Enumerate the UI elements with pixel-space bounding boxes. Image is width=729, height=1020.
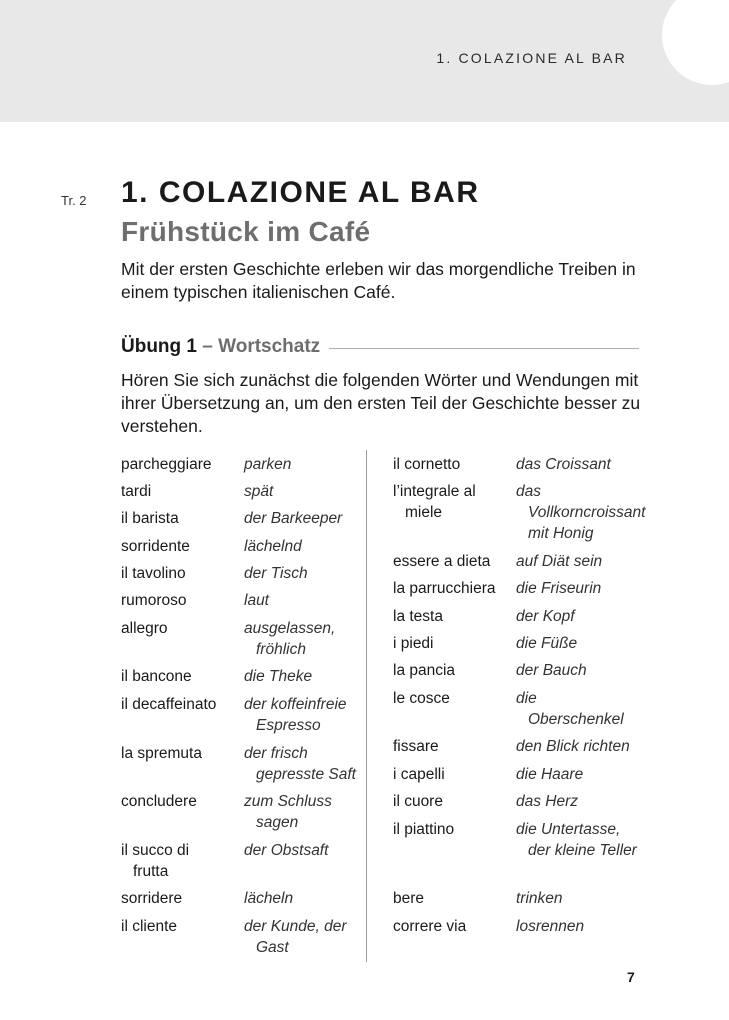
vocab-german: trinken: [516, 890, 563, 907]
track-number: Tr. 2: [61, 193, 87, 208]
vocab-italian: le cosce: [393, 690, 450, 707]
intro-paragraph: Mit der ersten Geschichte erleben wir das morgendliche Treiben in einem typischen italienischen Café.: [121, 259, 636, 302]
vocab-german: die Haare: [516, 766, 584, 783]
vocab-german: lächeln: [244, 890, 294, 907]
vocab-italian: il cliente: [121, 918, 177, 935]
vocab-italian: tardi: [121, 483, 152, 500]
vocab-italian: il succo di frutta: [121, 842, 190, 880]
vocab-german: das Croissant: [516, 456, 611, 473]
running-head: 1. COLAZIONE AL BAR: [436, 50, 627, 66]
vocab-italian: correre via: [393, 918, 467, 935]
vocab-german: auf Diät sein: [516, 553, 603, 570]
vocab-german: die Friseurin: [516, 580, 602, 597]
vocab-german: der Bauch: [516, 662, 587, 679]
exercise-label: Übung 1: [121, 336, 197, 357]
vocab-german: die Füße: [516, 635, 578, 652]
vocab-german: der koffeinfreie Espresso: [244, 696, 347, 734]
vocab-italian: il tavolino: [121, 565, 186, 582]
vocab-german: die Oberschenkel: [516, 690, 624, 728]
vocab-italian: fissare: [393, 738, 439, 755]
vocab-italian: il cornetto: [393, 456, 461, 473]
vocab-italian: la testa: [393, 608, 443, 625]
exercise-rule: [329, 348, 639, 349]
vocab-italian: i capelli: [393, 766, 445, 783]
header-band: [0, 0, 729, 122]
vocab-italian: la pancia: [393, 662, 456, 679]
page-number: 7: [627, 969, 635, 985]
vocab-italian: la parrucchiera: [393, 580, 496, 597]
vocab-italian: il decaffeinato: [121, 696, 217, 713]
vocab-german: spät: [244, 483, 274, 500]
vocab-italian: bere: [393, 890, 425, 907]
vocab-italian: la spremuta: [121, 745, 202, 762]
exercise-heading: [121, 336, 320, 358]
vocab-italian: i piedi: [393, 635, 434, 652]
vocab-italian: rumoroso: [121, 592, 187, 609]
header-circle-decoration: [662, 0, 729, 85]
vocab-german: losrennen: [516, 918, 585, 935]
vocab-german: den Blick richten: [516, 738, 630, 755]
vocab-german: der Obstsaft: [244, 842, 329, 859]
vocab-german: das Vollkorncroissant mit Honig: [516, 483, 646, 542]
chapter-title: 1. COLAZIONE AL BAR: [121, 176, 480, 209]
vocab-italian: essere a dieta: [393, 553, 491, 570]
vocab-italian: il cuore: [393, 793, 443, 810]
vocab-italian: concludere: [121, 793, 197, 810]
vocab-italian: il piattino: [393, 821, 455, 838]
vocab-italian: parcheggiare: [121, 456, 212, 473]
vocab-german: parken: [244, 456, 292, 473]
vocab-italian: l’integrale al miele: [393, 483, 476, 521]
vocab-italian: il barista: [121, 510, 179, 527]
vocab-german: der Barkeeper: [244, 510, 343, 527]
chapter-subtitle: Frühstück im Café: [121, 216, 371, 247]
vocab-german: die Untertasse, der kleine Teller: [516, 821, 637, 859]
exercise-topic: – Wortschatz: [197, 336, 321, 357]
vocab-german: lächelnd: [244, 538, 302, 555]
vocab-italian: il bancone: [121, 668, 192, 685]
vocab-german: der Tisch: [244, 565, 308, 582]
vocab-german: der Kunde, der Gast: [244, 918, 347, 956]
vocab-german: das Herz: [516, 793, 579, 810]
vocab-german: der frisch gepresste Saft: [244, 745, 356, 783]
vocab-italian: allegro: [121, 620, 168, 637]
vocab-italian: sorridente: [121, 538, 190, 555]
vocab-german: die Theke: [244, 668, 313, 685]
vocab-italian: sorridere: [121, 890, 183, 907]
vocab-german: zum Schluss sagen: [244, 793, 332, 831]
vocab-german: laut: [244, 592, 269, 609]
vocab-german: ausgelassen, fröhlich: [244, 620, 336, 658]
vocab-german: der Kopf: [516, 608, 575, 625]
exercise-instructions: Hören Sie sich zunächst die folgenden Wörter und Wendungen mit ihrer Übersetzung an, um den ersten Teil der Geschichte besser zu verstehen.: [121, 370, 641, 436]
